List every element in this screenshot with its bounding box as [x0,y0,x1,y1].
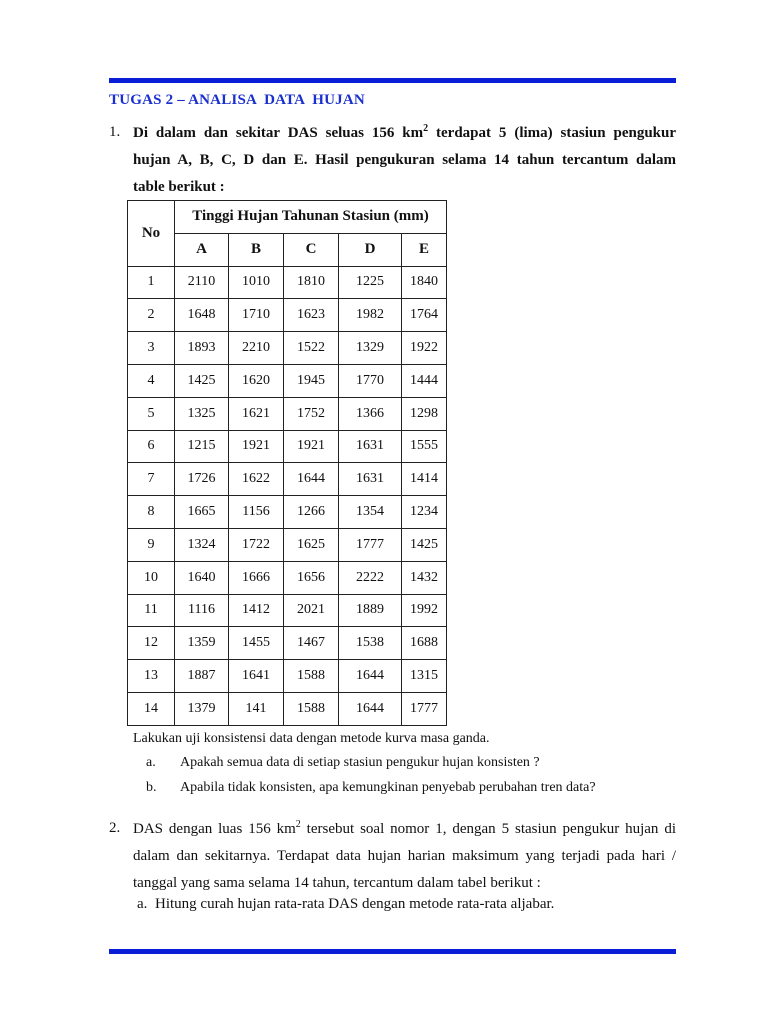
question-2-line-2: dalam dan sekitarnya. Terdapat data hujan harian maksimum yang terjadi pada hari / [133,848,676,864]
table-cell-rainfall: 1379 [175,692,229,725]
table-cell-rainfall: 1631 [339,463,402,496]
table-cell-rainfall: 1889 [339,594,402,627]
table-cell-rainfall: 2222 [339,561,402,594]
question-1-number: 1. [109,124,121,140]
table-cell-rainfall: 1010 [229,266,284,299]
table-cell-rainfall: 1354 [339,496,402,529]
table-header-station: C [284,233,339,266]
table-cell-year-no: 3 [128,332,175,365]
table-cell-rainfall: 1538 [339,627,402,660]
table-cell-rainfall: 1921 [284,430,339,463]
table-cell-rainfall: 1588 [284,692,339,725]
table-cell-year-no: 2 [128,299,175,332]
table-cell-year-no: 1 [128,266,175,299]
table-cell-rainfall: 1329 [339,332,402,365]
table-cell-rainfall: 1644 [339,660,402,693]
question-1-sub-b: Apabila tidak konsisten, apa kemungkinan penyebab perubahan tren data? [180,780,596,795]
table-cell-rainfall: 1648 [175,299,229,332]
table-header-station: E [402,233,447,266]
table-row [128,528,447,561]
table-cell-rainfall: 1688 [402,627,447,660]
table-cell-year-no: 6 [128,430,175,463]
table-cell-rainfall: 1810 [284,266,339,299]
table-row [128,299,447,332]
table-cell-year-no: 12 [128,627,175,660]
table-row [128,627,447,660]
table-cell-rainfall: 2210 [229,332,284,365]
table-cell-rainfall: 1722 [229,528,284,561]
page-title: TUGAS 2 – ANALISA DATA HUJAN [109,92,365,108]
table-cell-year-no: 9 [128,528,175,561]
table-cell-year-no: 14 [128,692,175,725]
table-row [128,266,447,299]
table-cell-year-no: 13 [128,660,175,693]
table-row [128,561,447,594]
superscript-2: 2 [295,819,301,830]
table-header-no: No [128,201,175,267]
table-cell-rainfall: 1455 [229,627,284,660]
table-cell-rainfall: 1777 [339,528,402,561]
table-cell-rainfall: 1992 [402,594,447,627]
table-cell-rainfall: 1156 [229,496,284,529]
table-cell-year-no: 11 [128,594,175,627]
table-cell-rainfall: 1777 [402,692,447,725]
table-cell-rainfall: 1324 [175,528,229,561]
table-cell-rainfall: 1840 [402,266,447,299]
table-cell-rainfall: 1644 [284,463,339,496]
table-cell-rainfall: 1412 [229,594,284,627]
table-row [128,332,447,365]
table-cell-rainfall: 1414 [402,463,447,496]
table-header-group: Tinggi Hujan Tahunan Stasiun (mm) [175,201,447,234]
question-1-sub-b-label: b. [146,780,157,795]
table-cell-rainfall: 1752 [284,397,339,430]
table-cell-rainfall: 1710 [229,299,284,332]
table-cell-rainfall: 1444 [402,364,447,397]
table-cell-rainfall: 1656 [284,561,339,594]
question-1-sub-a-label: a. [146,755,156,770]
table-cell-rainfall: 1425 [175,364,229,397]
question-1-sub-a: Apakah semua data di setiap stasiun pengukur hujan konsisten ? [180,755,540,770]
table-cell-rainfall: 1116 [175,594,229,627]
table-cell-rainfall: 1298 [402,397,447,430]
table-cell-rainfall: 1622 [229,463,284,496]
question-2-line-1: DAS dengan luas 156 $km^2$ tersebut soal nomor 1, dengan 5 stasiun pengukur hujan di [133,819,677,837]
table-cell-rainfall: 1315 [402,660,447,693]
table-cell-rainfall: 1640 [175,561,229,594]
question-2-text [133,816,676,897]
table-cell-rainfall: 1588 [284,660,339,693]
bottom-blue-rule [109,949,676,954]
table-cell-rainfall: 1726 [175,463,229,496]
table-header-station: B [229,233,284,266]
table-cell-rainfall: 1623 [284,299,339,332]
table-cell-rainfall: 1621 [229,397,284,430]
table-cell-rainfall: 141 [229,692,284,725]
question-1-text [133,120,676,201]
table-row [128,692,447,725]
table-cell-rainfall: 2110 [175,266,229,299]
table-cell-year-no: 8 [128,496,175,529]
table-cell-rainfall: 1921 [229,430,284,463]
table-cell-rainfall: 1467 [284,627,339,660]
table-cell-rainfall: 1620 [229,364,284,397]
table-cell-rainfall: 1234 [402,496,447,529]
question-2-line-3: tanggal yang sama selama 14 tahun, tercantum dalam tabel berikut : [133,875,541,891]
table-row [128,660,447,693]
table-row [128,594,447,627]
question-1-line-1: Di dalam dan sekitar DAS seluas 156 $km^2$ terdapat 5 (lima) stasiun pengukur [133,123,676,141]
table-cell-rainfall: 1522 [284,332,339,365]
table-cell-rainfall: 1359 [175,627,229,660]
table-cell-rainfall: 1887 [175,660,229,693]
table-cell-rainfall: 1555 [402,430,447,463]
table-row [128,463,447,496]
table-cell-rainfall: 1631 [339,430,402,463]
table-cell-rainfall: 1266 [284,496,339,529]
table-cell-rainfall: 1625 [284,528,339,561]
table-cell-rainfall: 1945 [284,364,339,397]
table-cell-rainfall: 1922 [402,332,447,365]
table-cell-rainfall: 1366 [339,397,402,430]
table-cell-year-no: 5 [128,397,175,430]
question-2-number: 2. [109,820,121,836]
table-cell-year-no: 7 [128,463,175,496]
table-row [128,430,447,463]
table-cell-rainfall: 1893 [175,332,229,365]
table-cell-rainfall: 1666 [229,561,284,594]
table-cell-year-no: 10 [128,561,175,594]
question-1-instruction: Lakukan uji konsistensi data dengan metode kurva masa ganda. [133,731,490,746]
table-cell-rainfall: 1982 [339,299,402,332]
question-1-line-3: table berikut : [133,179,225,195]
table-cell-rainfall: 1641 [229,660,284,693]
table-cell-rainfall: 1665 [175,496,229,529]
table-cell-rainfall: 1644 [339,692,402,725]
question-2-sub-a: Hitung curah hujan rata-rata DAS dengan metode rata-rata aljabar. [155,896,555,912]
table-cell-rainfall: 1225 [339,266,402,299]
table-cell-rainfall: 2021 [284,594,339,627]
question-2-sub-a-label: a. [137,896,148,912]
table-cell-rainfall: 1764 [402,299,447,332]
table-header-station: D [339,233,402,266]
table-header-station: A [175,233,229,266]
table-cell-rainfall: 1325 [175,397,229,430]
table-row [128,364,447,397]
question-1-line-2: hujan A, B, C, D dan E. Hasil pengukuran selama 14 tahun tercantum dalam [133,152,676,168]
table-cell-rainfall: 1425 [402,528,447,561]
table-cell-rainfall: 1432 [402,561,447,594]
table-cell-rainfall: 1215 [175,430,229,463]
table-row [128,496,447,529]
superscript-2: 2 [423,123,429,134]
table-cell-year-no: 4 [128,364,175,397]
top-blue-rule [109,78,676,83]
table-row [128,397,447,430]
rainfall-table [127,200,447,726]
table-cell-rainfall: 1770 [339,364,402,397]
